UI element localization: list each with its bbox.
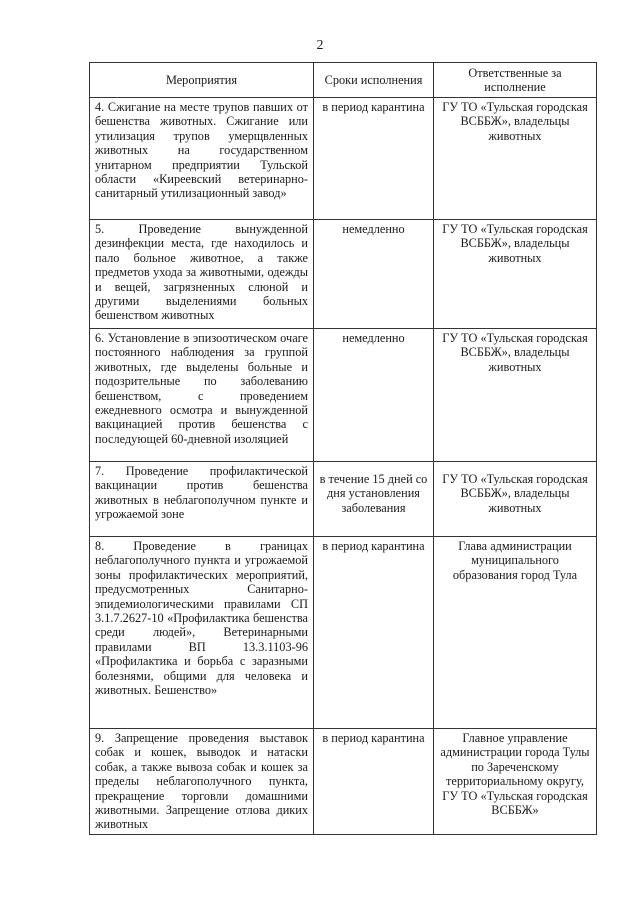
table-row [90,329,597,462]
measure-cell: 6. Установление в эпизоотическом очаге постоянного наблюдения за группой животных, где выделены больные и подозрительные по заболеванию бешенством, с проведением ежедневного осмотра и вынужденной вакцинацией против бешенства с последующей 60-дневной изоляцией [90,329,314,462]
table-header-row [90,63,597,98]
deadline-cell: в период карантина [314,729,434,835]
table-row [90,220,597,329]
table-row [90,462,597,537]
responsible-cell: Глава администрации муниципального образования город Тула [434,537,597,729]
responsible-cell: ГУ ТО «Тульская городская ВСББЖ», владельцы животных [434,220,597,329]
deadline-cell: в период карантина [314,98,434,220]
deadline-cell: немедленно [314,329,434,462]
measure-cell: 7. Проведение профилактической вакцинации против бешенства животных в неблагополучном пункте и угрожаемой зоне [90,462,314,537]
responsible-cell: ГУ ТО «Тульская городская ВСББЖ», владельцы животных [434,329,597,462]
responsible-cell: Главное управление администрации города Тулы по Зареченскому территориальному округу, ГУ ТО «Тульская городская ВСББЖ» [434,729,597,835]
measures-table [89,62,597,835]
measure-cell: 4. Сжигание на месте трупов павших от бешенства животных. Сжигание или утилизация трупов умерщвленных животных на государственном унитарном предприятии Тульской области «Киреевский ветеринарно-санитарный утилизационный завод» [90,98,314,220]
page-number: 2 [316,38,324,53]
measure-cell: 8. Проведение в границах неблагополучного пункта и угрожаемой зоны профилактических мероприятий, предусмотренных Санитарно-эпидемиологическими правилами СП 3.1.7.2627-10 «Профилактика бешенства среди людей», Ветеринарными правилами ВП 13.3.1103-96 «Профилактика и борьба с заразными болезнями, общими для человека и животных. Бешенство» [90,537,314,729]
measure-cell: 5. Проведение вынужденной дезинфекции места, где находилось и пало больное животное, а также предметов ухода за животными, одежды и вещей, загрязненных слюной и другими выделениями больных бешенством животных [90,220,314,329]
responsible-cell: ГУ ТО «Тульская городская ВСББЖ», владельцы животных [434,462,597,537]
table-row [90,98,597,220]
deadline-cell: немедленно [314,220,434,329]
responsible-cell: ГУ ТО «Тульская городская ВСББЖ», владельцы животных [434,98,597,220]
deadline-cell: в течение 15 дней со дня установления заболевания [314,462,434,537]
deadline-cell: в период карантина [314,537,434,729]
header-deadlines: Сроки исполнения [314,63,434,98]
header-responsible: Ответственные за исполнение [434,63,597,98]
table-row [90,537,597,729]
measure-cell: 9. Запрещение проведения выставок собак и кошек, выводок и натаски собак, а также вывоза собак и кошек за пределы неблагополучного пункта, прекращение торговли домашними животными. Запрещение отлова диких животных [90,729,314,835]
header-measures: Мероприятия [90,63,314,98]
table-row [90,729,597,835]
